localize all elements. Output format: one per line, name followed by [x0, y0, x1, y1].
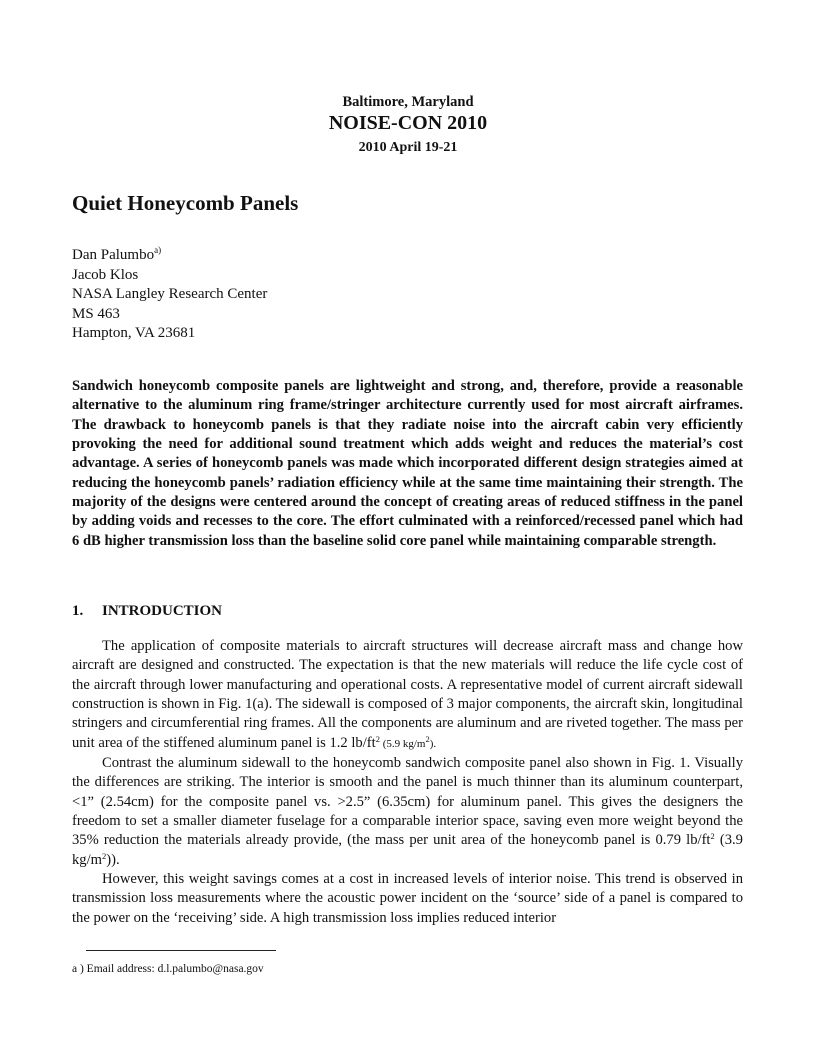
- abstract: Sandwich honeycomb composite panels are lightweight and strong, and, therefore, provide a reasonable alternative to the aluminum ring frame/stringer architecture currently used for most aircraft airframes. The drawback to honeycomb panels is that they radiate noise into the aircraft cabin very efficiently provoking the need for additional sound treatment which adds weight and reduces the material’s cost advantage. A series of honeycomb panels was made which incorporated different design strategies aimed at reducing the honeycomb panels’ radiation efficiency while at the same time maintaining their strength. The majority of the designs were centered around the concept of creating areas of reduced stiffness in the panel by adding voids and recesses to the core. The effort culminated with a reinforced/recessed panel which had 6 dB higher transmission loss than the baseline solid core panel while maintaining comparable strength.: [72, 378, 743, 549]
- section-body: [72, 637, 743, 928]
- paragraph: Contrast the aluminum sidewall to the honeycomb sandwich composite panel also shown in Fig. 1. Visually the differences are striking. The interior is smooth and the panel is much thinner than its aluminum counterpart, <1” (2.54cm) for the composite panel vs. >2.5” (6.35cm) for aluminum panel. This gives the designers the freedom to set a smaller diameter fuselage for a comparable interior space, saving even more weight beyond the 35% reduction the materials already provide, (the mass per unit area of the honeycomb panel is 0.79 $lb/ft^2$ (3.9 $kg/m^2$)).: [72, 755, 743, 868]
- section-heading: [72, 603, 222, 620]
- affiliation-line: NASA Langley Research Center: [72, 286, 268, 303]
- paragraph: The application of composite materials to aircraft structures will decrease aircraft mass and change how aircraft are designed and constructed. The expectation is that the new materials will reduce the life cycle cost of the aircraft through lower manufacturing and operational costs. A representative model of current aircraft sidewall construction is shown in Fig. 1(a). The sidewall is composed of 3 major components, the aircraft skin, longitudinal stringers and circumferential ring frames. All the components are aluminum and are riveted together. The mass per unit area of the stiffened aluminum panel is 1.2 $lb/ft^2$ (5.9 $kg/m^2$).: [72, 638, 743, 751]
- section-title: INTRODUCTION: [102, 603, 223, 619]
- section-number: 1.: [72, 603, 84, 619]
- conference-location: Baltimore, Maryland: [342, 94, 474, 110]
- conference-name: NOISE-CON 2010: [328, 112, 488, 134]
- affiliation-line: MS 463: [72, 305, 120, 322]
- author-footnote-marker: a): [154, 245, 162, 255]
- paragraph: However, this weight savings comes at a cost in increased levels of interior noise. This trend is observed in transmission loss measurements where the acoustic power incident on the ‘source’ side of a panel is compared to the power on the ‘receiving’ side. A high transmission loss implies reduced interior: [72, 871, 743, 926]
- paper-title: Quiet Honeycomb Panels: [72, 191, 299, 215]
- footnote-divider: [86, 950, 276, 951]
- affiliation-line: Hampton, VA 23681: [72, 325, 196, 342]
- author-block: [72, 246, 267, 344]
- conference-dates: 2010 April 19-21: [358, 140, 458, 155]
- author-name: Dan Palumbo$^{a)}$: [72, 245, 162, 263]
- footnote: a ) Email address: d.l.palumbo@nasa.gov: [72, 963, 264, 975]
- author-name: Jacob Klos: [72, 266, 139, 283]
